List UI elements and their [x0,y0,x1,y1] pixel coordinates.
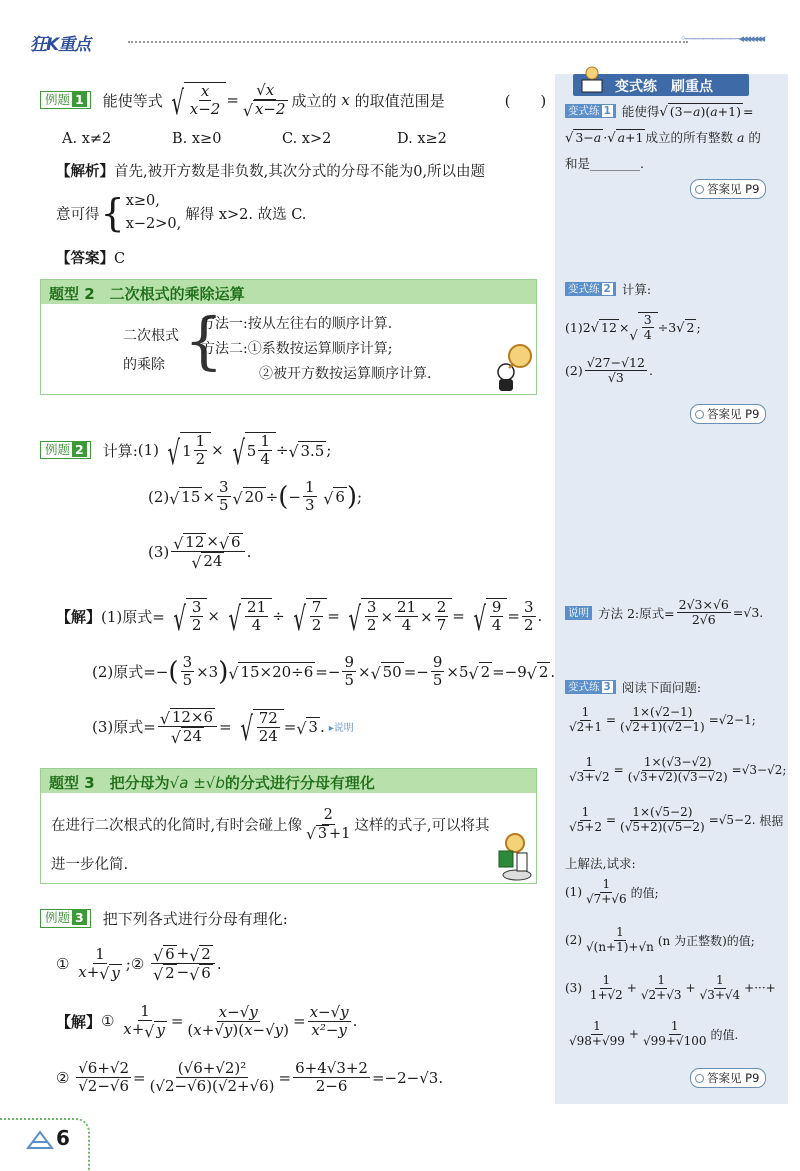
example-1-analysis-2: 意可得 { x≥0, x−2>0, 解得 x>2. 故选 C. [56,191,307,236]
example-3-label: 例题 3 [40,909,91,927]
variant-1-label: 变式练 1 [565,104,616,119]
variant-3-q3-cont: $\frac{1}{√98+√99}$ + $\frac{1}{√99+√100}$ 的值. [569,1019,739,1048]
example-2-label: 例题 2 [40,441,91,459]
variant-1-line-1: 变式练 1 能使得 √ (3− a )( a +1) = [565,102,753,120]
choice-c[interactable]: C. x>2 [282,131,332,147]
choice-d[interactable]: D. x≥2 [397,131,447,147]
variant-2-label: 变式练 2 [565,282,616,297]
variant-3-q3: (3) $\frac{1}{1+√2}$ + $\frac{1}{√2+√3}$ + $\frac{1}{√3+√4}$ +···+ [565,973,776,1002]
page-footer: 6 [0,1118,90,1171]
note-label: 说明 [565,606,592,621]
example-3-sol2: ② $\frac{√6+√2}{√2-√6}$ = $\frac{\text{(√6+√2)²}}{(√2-√6)(√2+√6)}$ = $\frac{6+4√3+2}{2-6}$ =−2−√3. [56,1059,444,1096]
variant-3-ex1: $\frac{1}{√2+1}$ = $\frac{1\times(√2-1)}{(√2+1)(√2-1)}$ =√2−1; [569,705,756,734]
type-3-box [40,768,537,884]
variant-3-label: 变式练 3 [565,680,616,695]
example-1-choices [62,131,522,151]
note-link[interactable]: ▸说明 [328,723,354,735]
example-2-sol3: (3)原式= √ 12×6 √ 24 = √ $\frac{72}{24}$ = √ 3 . ▸说明 [92,708,354,748]
variant-1-line-3: 和是________. [565,156,644,171]
example-3-stem: 例题 3 把下列各式进行分母有理化: [40,908,288,929]
sqrt-expr: √ $\frac{x}{x-2}$ [163,82,227,119]
example-1-answer: 【答案】C [56,250,126,267]
example-2-p1: 例题 2 计算: (1) √ 1 $\frac{1}{2}$ × √ 5 $\frac{1}{4}$ ÷ √ 3.5 ; [40,432,331,469]
variant-3-q2: (2) $\frac{1}{√(n+1)+√n}$ (n 为正整数)的值; [565,925,755,954]
variant-3-answer-pill[interactable]: 答案见 P9 [690,1068,766,1088]
choice-a[interactable]: A. x≠2 [62,131,112,147]
type-3-title: 题型 3 把分母为 √a ±√b 的分式进行分母有理化 [41,769,536,793]
example-2-sol2: (2)原式= − ( $\frac{3}{5}$ ×3 ) √ 15×20÷6 =− $\frac{9}{5}$ × √ 50 =− $\frac{9}{5}$ ×5 √ 2 =−9 √ 2 . [92,653,556,690]
magnifier-mascot-icon [493,342,535,392]
example-2-p2: (2) √ 15 × $\frac{3}{5}$ √ 20 ÷ ( − $\frac{1}{3}$ √ 6 ) ; [148,478,363,515]
variant-1-answer-pill[interactable]: 答案见 P9 [690,179,766,199]
choice-b[interactable]: B. x≥0 [172,131,222,147]
type-3-body-2: 进一步化简. [51,857,129,873]
variant-3-instruction: 上解法,试求: [565,856,636,871]
variant-2-answer-pill[interactable]: 答案见 P9 [690,404,766,424]
variant-3-ex2: $\frac{1}{√3+√2}$ = $\frac{1\times(√3-√2)}{(√3+√2)(√3-√2)}$ =√3−√2; [569,755,787,784]
type-2-methods: 方法一:按从左往右的顺序计算. 方法二:①系数按运算顺序计算; ②被开方数按运算顺序计算. [201,316,432,383]
example-3-items: ① 1 x+ √ y ;② √ 6 + √ 2 √ 2 − √ 6 . [56,944,222,984]
header-dotted-line [128,41,688,43]
variant-1-line-2: √ 3− a · √ a +1 成立的所有整数 a 的 [565,129,761,146]
example-1-label: 例题 1 [40,91,91,109]
type-3-body-1: 在进行二次根式的化简时,有时会碰上像 2 √ 3 +1 这样的式子,可以将其 [51,807,490,844]
type-2-left: 二次根式 的乘除 [123,328,179,373]
page-header [30,30,790,55]
side-practice-panel [555,74,788,1104]
example-2-sol1: 【解】 (1)原式= √ $\frac{3}{2}$ × √ $\frac{21}{4}$ ÷ √ $\frac{7}{2}$ = √ $\frac{3}{2}$ × $\frac{21}{4}$ × $\frac{2}{7}$ = √ $\frac{9}{4}$ = $\frac{3}{2}$ . [56,597,543,638]
brand-logo: 狂K重点 [30,35,91,55]
variant-3-q1: (1) $\frac{1}{√7+√6}$ 的值; [565,877,659,906]
example-2-p3: (3) √ 12 × √ 6 √ 24 . [148,532,252,572]
side-header: 变式练 刷重点 [573,74,749,96]
variant-3-ex3: $\frac{1}{√5+2}$ = $\frac{1\times(√5-2)}{(√5+2)(√5-2)}$ =√5−2. 根据 [569,805,784,834]
type-2-box: 题型 2 二次根式的乘除运算 二次根式 的乘除 { 方法一:按从左往右的顺序计算. 方法二:①系数按运算顺序计算; ②被开方数按运算顺序计算. [40,279,537,395]
example-3-sol1: 【解】 ① 1 x+ √ y = $\frac{x-√y}{(x+√y)(x-√y)}$ = $\frac{x-√y}{\text{x²−y}}$ . [56,1002,358,1041]
example-1-analysis: 【解析】首先,被开方数是非负数,其次分式的分母不能为0,所以由题 [56,163,486,180]
variant-2-title: 变式练 2 计算: [565,280,651,298]
variant-2-q1: (1)2 √ 12 × √ $\frac{3}{4}$ ÷3 √ 2 ; [565,312,701,344]
variant-2-q2: (2) $\frac{√27-√12}{√3}$ . [565,355,653,386]
footer-logo-icon [26,1130,54,1150]
header-arrows: ◦——————◂◂◂◂◂◂◂ [680,32,764,45]
variant-3-title: 变式练 3 阅读下面问题: [565,678,701,696]
type-2-title: 题型 2 二次根式的乘除运算 [41,280,536,304]
example-1-stem: 例题 1 能使等式 √ $\frac{x}{x-2}$ = √x √ x−2 成立的 x 的取值范围是 ( ) [40,82,546,119]
mascot-book-icon [579,66,605,94]
side-note: 说明 方法 2:原式= $\frac{2√3\times√6}{2√6}$ =√3. [565,598,763,628]
reading-mascot-icon [493,831,535,881]
